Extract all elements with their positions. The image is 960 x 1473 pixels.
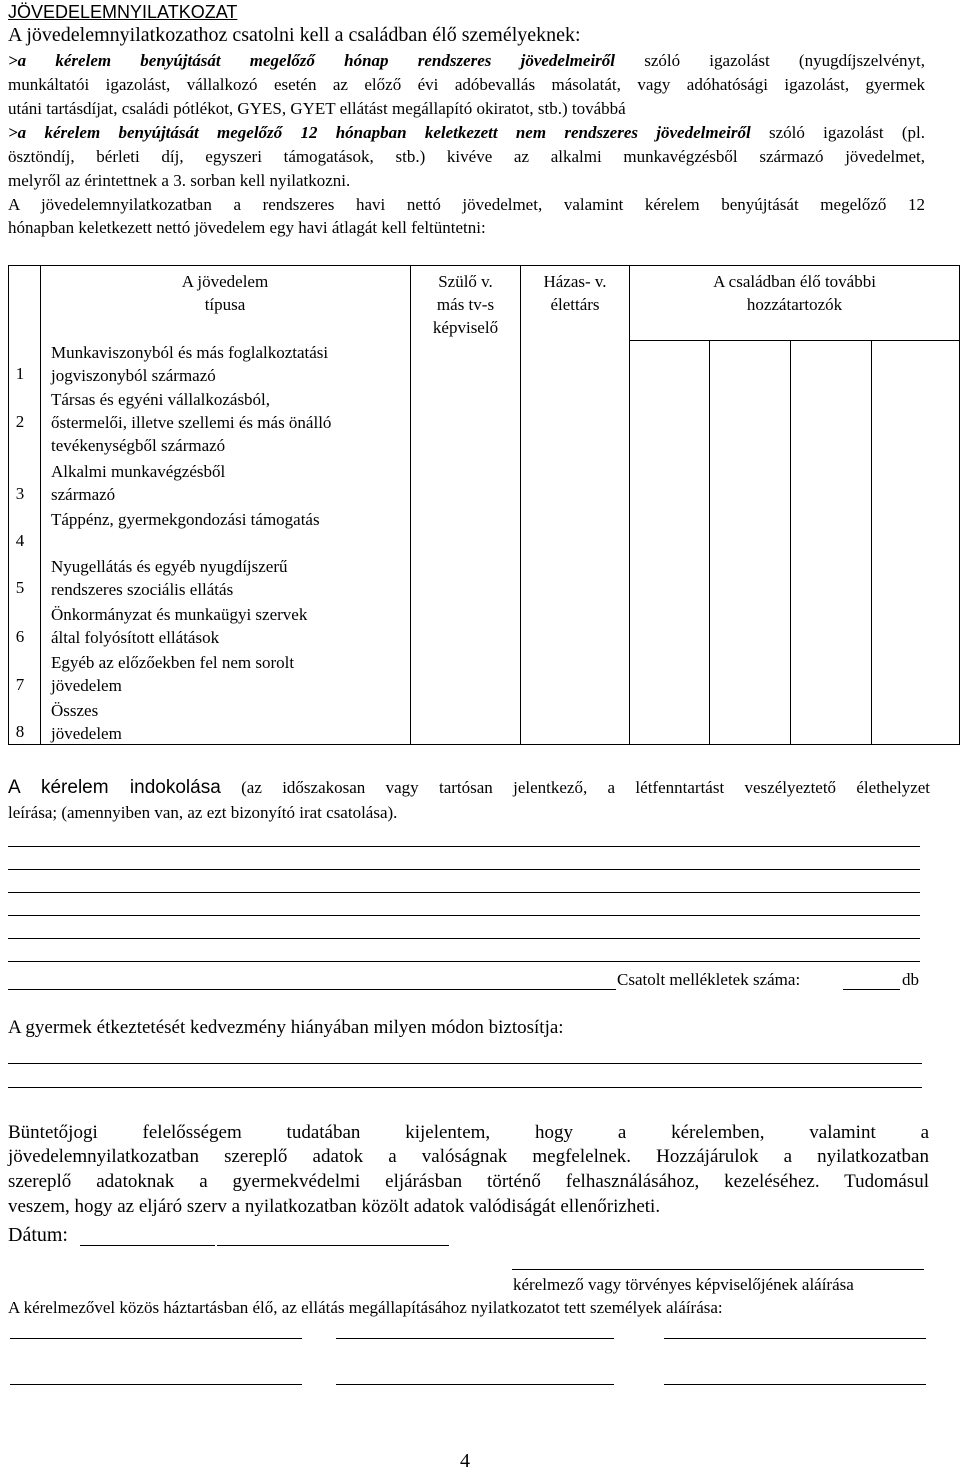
applicant-signature-label: kérelmező vagy törvényes képviselőjének aláírása — [513, 1275, 854, 1294]
declaration-line-3: szereplő adatoknak a gyermekvédelmi eljárásban történő felhasználásához, kezeléséhez. Tudomásul — [8, 1171, 929, 1192]
row-8-label-line-2: jövedelem — [51, 724, 122, 743]
col-header-income-type-line-1: A jövedelem — [181, 272, 269, 291]
justification-field-5[interactable] — [8, 938, 920, 939]
form-title: JÖVEDELEMNYILATKOZAT — [8, 2, 238, 22]
attachments-unit: db — [902, 970, 919, 989]
col-header-family — [630, 270, 959, 316]
justification-field-6[interactable] — [8, 961, 920, 962]
row-8-number: 8 — [15, 722, 25, 741]
row-1-label — [51, 341, 396, 387]
regular-income-lead: >a kérelem benyújtását megelőző hónap rendszeres jövedelmeiről — [8, 51, 616, 70]
household-signatures-label: A kérelmezővel közös háztartásban élő, az ellátás megállapításához nyilatkozatot tett személyek aláírása: — [8, 1298, 723, 1317]
table-parent-divider — [520, 265, 521, 745]
date-field-2[interactable] — [217, 1245, 449, 1246]
household-signature-field-3[interactable] — [664, 1338, 926, 1339]
row-6-label — [51, 603, 396, 649]
row-2-label-line-3: tevékenységből származó — [51, 436, 226, 455]
row-1-number: 1 — [15, 364, 25, 383]
row-4-number: 4 — [15, 531, 25, 550]
row-6-label-line-2: által folyósított ellátások — [51, 628, 220, 647]
row-3-number: 3 — [15, 484, 25, 503]
child-meals-field-2[interactable] — [8, 1087, 922, 1088]
row-7-label — [51, 651, 396, 697]
date-label: Dátum: — [8, 1224, 68, 1246]
row-5-number: 5 — [15, 578, 25, 597]
row-2-label — [51, 388, 396, 457]
col-header-family-line-1: A családban élő további — [713, 272, 876, 291]
page-number: 4 — [460, 1450, 470, 1472]
irregular-income-line-3: melyről az érintettnek a 3. sorban kell nyilatkozni. — [8, 171, 351, 190]
col-header-parent — [411, 270, 520, 339]
irregular-income-lead-rest: szóló igazolást (pl. — [768, 123, 925, 142]
family-subcol-divider-3 — [871, 340, 872, 745]
col-header-parent-line-3: képviselő — [432, 318, 499, 337]
table-left-border — [8, 265, 9, 745]
row-3-label-line-1: Alkalmi munkavégzésből — [51, 462, 226, 481]
family-subheader-line — [629, 340, 960, 341]
row-1-label-line-1: Munkaviszonyból és más foglalkoztatási — [51, 343, 329, 362]
form-subtitle: A jövedelemnyilatkozathoz csatolni kell a családban élő személyeknek: — [8, 24, 581, 46]
justification-description: (az időszakosan vagy tartósan jelentkező, a létfenntartást veszélyeztető élethelyzet — [241, 778, 931, 797]
declaration-line-1: Büntetőjogi felelősségem tudatában kijelentem, hogy a kérelemben, valamint a — [8, 1122, 929, 1143]
household-signature-field-5[interactable] — [336, 1384, 614, 1385]
row-7-label-line-1: Egyéb az előzőekben fel nem sorolt — [51, 653, 295, 672]
row-2-number: 2 — [15, 412, 25, 431]
justification-field-1[interactable] — [8, 846, 920, 847]
date-field-1[interactable] — [80, 1245, 215, 1246]
col-header-spouse-line-2: élettárs — [550, 295, 600, 314]
col-header-income-type — [150, 270, 300, 316]
row-6-number: 6 — [15, 627, 25, 646]
justification-line-1 — [8, 777, 930, 799]
household-signature-field-4[interactable] — [10, 1384, 302, 1385]
col-header-parent-line-2: más tv-s — [436, 295, 495, 314]
irregular-income-lead: >a kérelem benyújtását megelőző 12 hónapban keletkezett nem rendszeres jövedelmeiről — [8, 123, 751, 142]
col-header-parent-line-1: Szülő v. — [438, 272, 493, 291]
row-3-label-line-2: származó — [51, 485, 116, 504]
row-8-label-line-1: Összes — [51, 701, 99, 720]
row-8-label — [51, 699, 396, 745]
row-2-label-line-2: őstermelői, illetve szellemi és más önálló — [51, 413, 332, 432]
col-header-spouse — [521, 270, 629, 316]
row-7-number: 7 — [15, 675, 25, 694]
row-4-label — [51, 508, 396, 531]
row-5-label — [51, 555, 396, 601]
justification-field-3[interactable] — [8, 892, 920, 893]
irregular-income-line-2: ösztöndíj, bérleti díj, egyszeri támogatások, stb.) kivéve az alkalmi munkavégzésből származó jövedelmet, — [8, 147, 925, 166]
justification-line-2: leírása; (amennyiben van, az ezt bizonyító irat csatolása). — [8, 803, 398, 822]
row-7-label-line-2: jövedelem — [51, 676, 122, 695]
regular-income-line-1 — [8, 51, 925, 71]
family-subcol-divider-2 — [790, 340, 791, 745]
table-top-border — [8, 265, 960, 266]
household-signature-field-6[interactable] — [664, 1384, 926, 1385]
row-6-label-line-1: Önkormányzat és munkaügyi szervek — [51, 605, 308, 624]
row-4-label-line-1: Táppénz, gyermekgondozási támogatás — [51, 510, 320, 529]
regular-income-line-2: munkáltatói igazolást, vállalkozó esetén az előző évi adóbevallás másolatát, vagy adóhatósági igazolást, gyermek — [8, 75, 925, 94]
regular-income-line-3: utáni tartásdíjat, családi pótlékot, GYES, GYET ellátást megállapító okiratot, stb.) továbbá — [8, 99, 626, 118]
irregular-income-line-1 — [8, 123, 925, 143]
child-meals-field-1[interactable] — [8, 1063, 922, 1064]
col-header-spouse-line-1: Házas- v. — [543, 272, 607, 291]
instructions-line-2: hónapban keletkezett nettó jövedelem egy havi átlagát kell feltüntetni: — [8, 218, 486, 237]
instructions-line-1: A jövedelemnyilatkozatban a rendszeres havi nettó jövedelmet, valamint kérelem benyújtását megelőző 12 — [8, 195, 925, 214]
justification-label: A kérelem indokolása — [8, 777, 221, 798]
row-2-label-line-1: Társas és egyéni vállalkozásból, — [51, 390, 271, 409]
family-subcol-divider-1 — [709, 340, 710, 745]
justification-field-2[interactable] — [8, 869, 920, 870]
col-header-income-type-line-2: típusa — [204, 295, 246, 314]
applicant-signature-field[interactable] — [512, 1269, 924, 1270]
row-1-label-line-2: jogviszonyból származó — [51, 366, 216, 385]
household-signature-field-1[interactable] — [10, 1338, 302, 1339]
justification-field-7[interactable] — [8, 989, 616, 990]
row-3-label — [51, 460, 396, 506]
household-signature-field-2[interactable] — [336, 1338, 614, 1339]
row-5-label-line-1: Nyugellátás és egyéb nyugdíjszerű — [51, 557, 288, 576]
row-5-label-line-2: rendszeres szociális ellátás — [51, 580, 234, 599]
attachments-count-field[interactable] — [843, 989, 900, 990]
justification-field-4[interactable] — [8, 915, 920, 916]
attachments-count-label: Csatolt mellékletek száma: — [617, 970, 801, 989]
declaration-line-2: jövedelemnyilatkozatban szereplő adatok a valóságnak megfelelnek. Hozzájárulok a nyilatkozatban — [8, 1146, 929, 1167]
col-header-family-line-2: hozzátartozók — [746, 295, 843, 314]
declaration-line-4: veszem, hogy az eljáró szerv a nyilatkozatban közölt adatok valódiságát ellenőrizheti. — [8, 1196, 661, 1217]
table-spouse-divider — [629, 265, 630, 745]
child-meals-question: A gyermek étkeztetését kedvezmény hiányában milyen módon biztosítja: — [8, 1017, 564, 1038]
regular-income-lead-rest: szóló igazolást (nyugdíjszelvényt, — [644, 51, 925, 70]
table-num-divider — [40, 265, 41, 745]
